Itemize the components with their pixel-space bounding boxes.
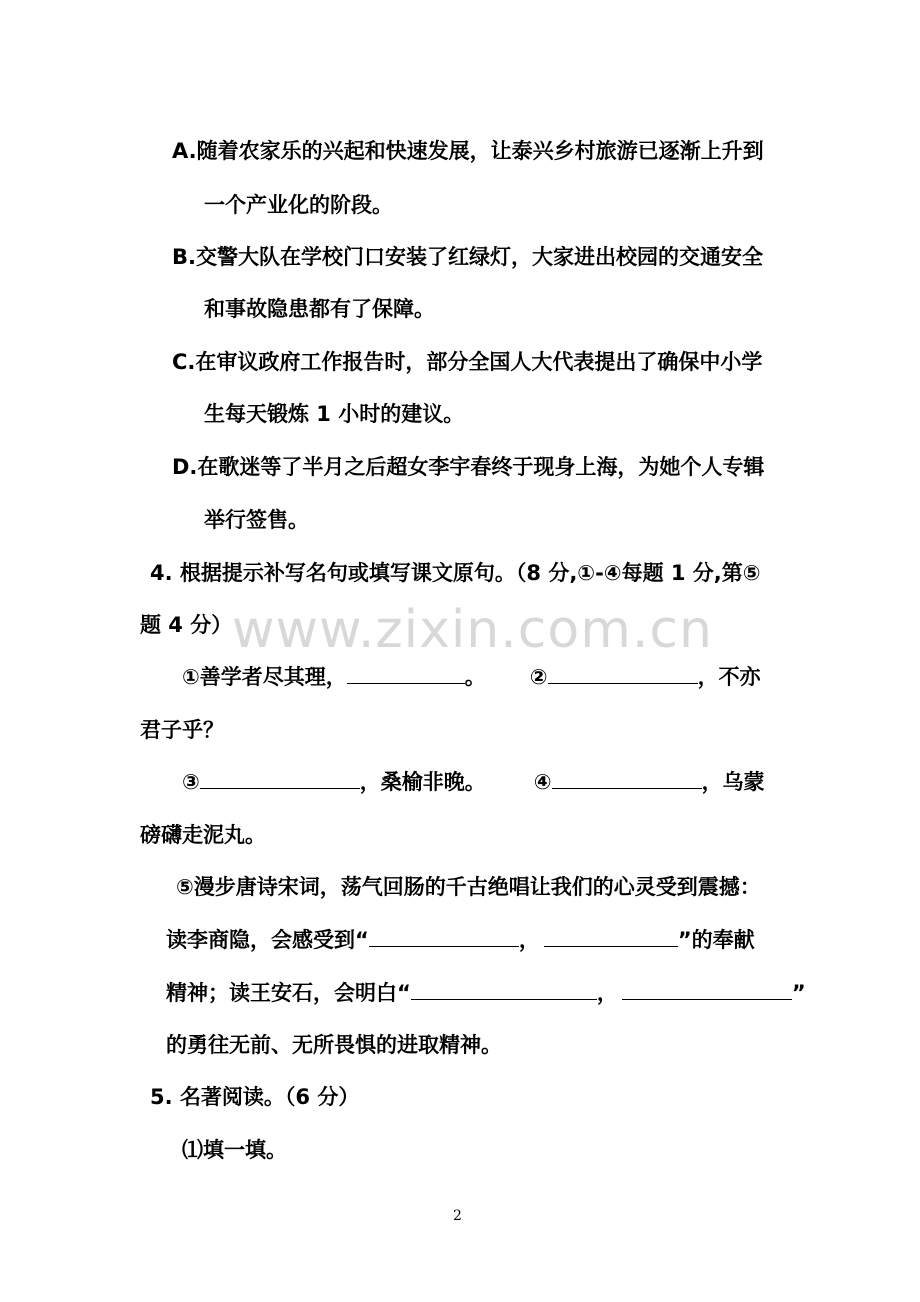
- q4-item3-4: [182, 768, 765, 796]
- option-a-line2: 一个产业化的阶段。: [204, 193, 393, 217]
- q4-item5-l2-end: ”: [791, 981, 806, 1005]
- q5-title: 5. 名著阅读。（6 分）: [150, 1085, 360, 1109]
- watermark: www.zixin.com.cn: [232, 600, 713, 660]
- q4-item1-2: [182, 663, 761, 691]
- q4-item5-l1-comma: ，: [518, 928, 540, 952]
- option-c-line1: C.在审议政府工作报告时，部分全国人大代表提出了确保中小学: [172, 350, 763, 374]
- option-b-line2: 和事故隐患都有了保障。: [204, 297, 435, 321]
- page-number: 2: [453, 1208, 462, 1224]
- q4-item3-num: ③: [182, 770, 200, 794]
- answer-blank-5d[interactable]: [622, 979, 792, 1000]
- q4-title-cont: 题 4 分）: [140, 613, 233, 637]
- q4-item5-line2: [166, 979, 806, 1007]
- q4-item5-line1: [166, 926, 755, 954]
- q4-item5-intro: ⑤漫步唐诗宋词，荡气回肠的千古绝唱让我们的心灵受到震撼：: [176, 875, 761, 899]
- answer-blank-5c[interactable]: [411, 979, 597, 1000]
- answer-blank-5b[interactable]: [544, 926, 678, 947]
- q4-item1-text: ①善学者尽其理，: [182, 665, 347, 689]
- q4-item3-text: ，桑榆非晚。: [359, 770, 486, 794]
- q4-item4-cont: 磅礴走泥丸。: [140, 823, 266, 847]
- q4-item5-line3: 的勇往无前、无所畏惧的进取精神。: [166, 1033, 502, 1057]
- answer-blank-4[interactable]: [552, 768, 702, 789]
- q4-item5-l2-comma: ，: [596, 981, 618, 1005]
- q4-item4-num: ④: [533, 770, 552, 794]
- answer-blank-3[interactable]: [200, 768, 360, 789]
- q4-title: 4. 根据提示补写名句或填写课文原句。（8 分,①-④每题 1 分,第⑤: [150, 561, 761, 585]
- option-c-line2: 生每天锻炼 1 小时的建议。: [204, 402, 465, 426]
- q4-item1-end: 。: [464, 665, 486, 689]
- q4-item4-text: ，乌蒙: [701, 770, 765, 794]
- answer-blank-1[interactable]: [347, 663, 465, 684]
- q4-item2-cont: 君子乎？: [140, 718, 224, 742]
- q5-sub1: ⑴填一填。: [182, 1138, 287, 1162]
- option-d-line2: 举行签售。: [204, 508, 309, 532]
- option-a-line1: A.随着农家乐的兴起和快速发展，让泰兴乡村旅游已逐渐上升到: [172, 139, 764, 163]
- option-b-line1: B.交警大队在学校门口安装了红绿灯，大家进出校园的交通安全: [172, 245, 763, 269]
- q4-item5-l2-text: 精神；读王安石，会明白“: [166, 981, 411, 1005]
- q4-item5-l1-text: 读李商隐，会感受到“: [166, 928, 369, 952]
- option-d-line1: D.在歌迷等了半月之后超女李宇春终于现身上海，为她个人专辑: [172, 455, 765, 479]
- q4-item2-num: ②: [529, 665, 548, 689]
- answer-blank-2[interactable]: [548, 663, 698, 684]
- q4-item5-l1-end: ”的奉献: [677, 928, 755, 952]
- answer-blank-5a[interactable]: [369, 926, 519, 947]
- q4-item2-text: ，不亦: [697, 665, 761, 689]
